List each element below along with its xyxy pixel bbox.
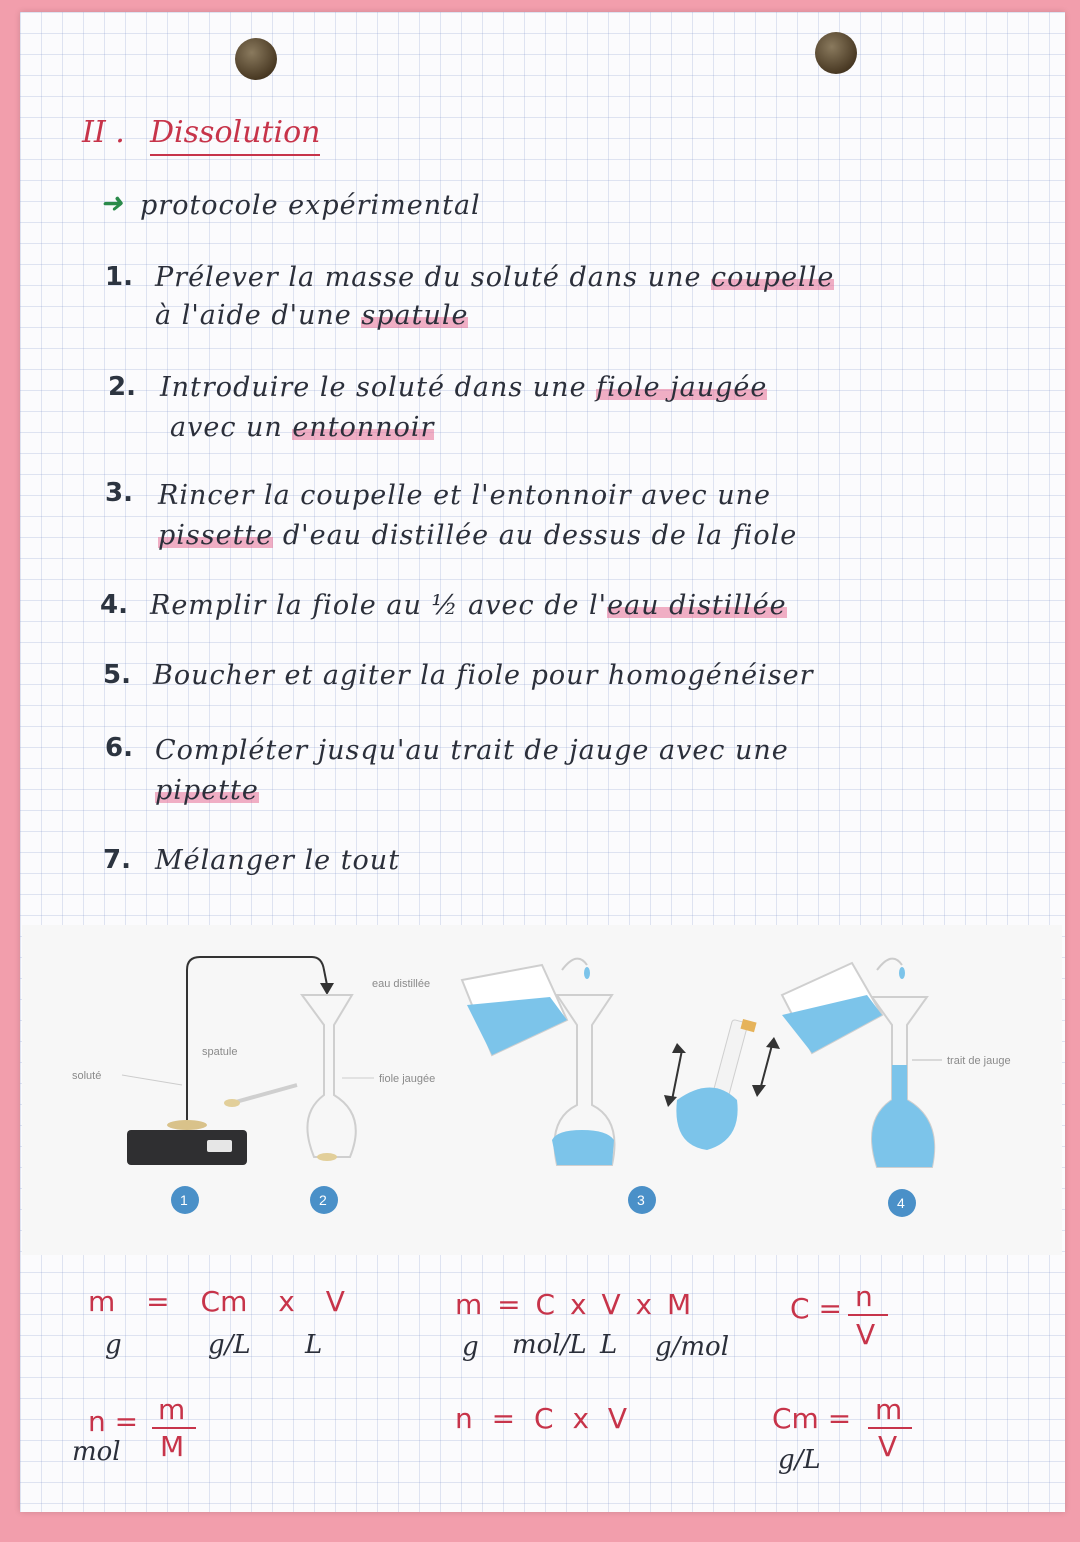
water-drop-3 <box>584 967 590 979</box>
step-2-line-2 <box>170 412 434 443</box>
flask-2 <box>302 995 356 1157</box>
step-3-keyword-pissette: pissette <box>158 520 274 551</box>
step-7-line-1: Mélanger le tout <box>155 845 401 876</box>
spatule <box>232 1085 297 1103</box>
formula-n-lhs: n = <box>88 1405 139 1438</box>
step-4-line-1 <box>150 590 787 621</box>
step-circle-2 <box>310 1186 338 1214</box>
subtitle-arrow-icon: ➜ <box>100 188 124 219</box>
formula-n-fraction-bar <box>152 1427 196 1429</box>
shaking-flask <box>676 1019 756 1150</box>
step-number-2: 2. <box>108 372 136 402</box>
svg-text:4: 4 <box>897 1195 905 1211</box>
formula-mass-cm: m = Cm x V <box>88 1285 345 1318</box>
formula-2-unit-gmol: g/mol <box>655 1332 730 1362</box>
label-eau-distillee: eau distillée <box>372 978 431 990</box>
formula-n-numerator: m <box>158 1393 186 1426</box>
formula-cm-numerator: m <box>875 1393 903 1426</box>
svg-text:2: 2 <box>319 1192 327 1208</box>
balance-display <box>207 1140 232 1152</box>
formula-c-denominator: V <box>856 1318 876 1351</box>
wash-bottle-4 <box>782 963 882 1053</box>
step-1-line-1 <box>155 262 834 293</box>
label-spatule: spatule <box>202 1046 238 1058</box>
step-6-keyword-pipette: pipette <box>155 775 259 806</box>
shake-arrow-left <box>672 1050 682 1100</box>
formula-cm-denominator: V <box>878 1430 898 1463</box>
section-number: II . <box>82 115 125 150</box>
step-4-keyword-eau: eau distillée <box>607 590 787 621</box>
binder-hole-left <box>235 38 277 80</box>
step-1-line-2 <box>155 300 468 331</box>
formula-n-denominator: M <box>160 1430 185 1463</box>
label-trait-de-jauge: trait de jauge <box>947 1055 1011 1067</box>
step-circle-3 <box>628 1186 656 1214</box>
step-circle-4 <box>888 1189 916 1217</box>
formula-2-unit-moll: mol/L <box>512 1330 587 1360</box>
water-drop-4 <box>899 967 905 979</box>
step-number-3: 3. <box>105 478 133 508</box>
svg-text:3: 3 <box>637 1192 645 1208</box>
formula-1-unit-g: g <box>105 1330 122 1360</box>
label-solute: soluté <box>72 1070 102 1082</box>
step-2-keyword-fiole: fiole jaugée <box>596 372 768 403</box>
step-circle-1 <box>171 1186 199 1214</box>
step-5-line-1: Boucher et agiter la fiole pour homogénéiser <box>153 660 814 691</box>
formula-c-lhs: C = <box>790 1292 842 1325</box>
step-2-keyword-entonnoir: entonnoir <box>292 412 435 443</box>
formula-6-unit-gl: g/L <box>778 1445 821 1475</box>
step-1-keyword-coupelle: coupelle <box>711 262 835 293</box>
subtitle: protocole expérimental <box>140 190 481 221</box>
shake-arrow-right <box>760 1045 772 1090</box>
formula-c-fraction-bar <box>848 1314 888 1316</box>
step-2-text-a: Introduire le soluté dans une <box>160 372 597 403</box>
step-1-text-a: Prélever la masse du soluté dans une <box>155 262 712 293</box>
formula-c-numerator: n <box>855 1280 873 1313</box>
flask-4 <box>872 997 934 1167</box>
step-number-7: 7. <box>103 845 131 875</box>
step-3-line-1: Rincer la coupelle et l'entonnoir avec une <box>158 480 772 511</box>
step-number-4: 4. <box>100 590 128 620</box>
section-title: Dissolution <box>150 115 320 156</box>
step-1-keyword-spatule: spatule <box>361 300 469 331</box>
formula-1-unit-l: L <box>305 1330 323 1360</box>
step-2-text-b: avec un <box>170 412 293 443</box>
svg-text:1: 1 <box>180 1192 188 1208</box>
coupelle <box>167 1120 207 1130</box>
formula-cm-lhs: Cm = <box>772 1402 852 1435</box>
formula-2-unit-g: g <box>462 1332 479 1362</box>
step-2-line-1 <box>160 372 767 403</box>
step-number-1: 1. <box>105 262 133 292</box>
formula-n-c-v: n = C x V <box>455 1402 628 1435</box>
label-fiole-jaugee: fiole jaugée <box>379 1073 436 1085</box>
dissolution-figure <box>22 925 1062 1255</box>
step-6-line-1: Compléter jusqu'au trait de jauge avec une <box>155 735 789 766</box>
figure-illustration <box>22 925 1062 1255</box>
step-4-text-a: Remplir la fiole au ½ avec de l' <box>150 590 608 621</box>
step-number-6: 6. <box>105 733 133 763</box>
formula-cm-fraction-bar <box>868 1427 912 1429</box>
arrow-head <box>320 983 334 995</box>
wash-bottle-3 <box>462 965 567 1055</box>
step-1-text-b: à l'aide d'une <box>155 300 362 331</box>
formula-4-unit-mol: mol <box>72 1437 121 1467</box>
formula-mass-c-v-m: m = C x V x M <box>455 1288 692 1321</box>
step-number-5: 5. <box>103 660 131 690</box>
step-3-line-2 <box>158 520 797 551</box>
binder-hole-right <box>815 32 857 74</box>
formula-1-unit-gl: g/L <box>208 1330 251 1360</box>
formula-2-unit-l: L <box>600 1330 618 1360</box>
step-3-text-b: d'eau distillée au dessus de la fiole <box>273 520 798 551</box>
step-6-line-2 <box>155 775 259 806</box>
